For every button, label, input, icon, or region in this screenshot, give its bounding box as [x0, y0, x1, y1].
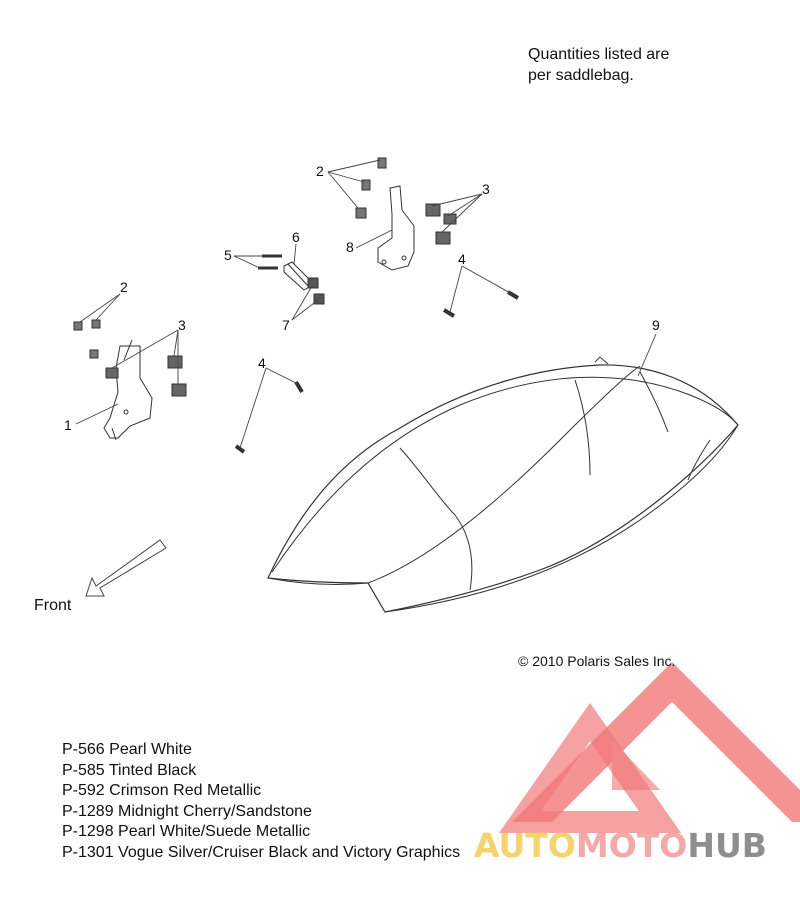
watermark-part-hub: HUB	[687, 826, 767, 865]
screws-part-2-left	[74, 320, 100, 358]
note-line-2: per saddlebag.	[528, 67, 634, 84]
callout-1: 1	[64, 417, 72, 433]
bracket-part-8	[378, 186, 414, 270]
callout-5: 5	[224, 247, 232, 263]
bolts-part-4	[236, 292, 518, 452]
bracket-part-1	[104, 340, 152, 440]
callout-3-left: 3	[178, 317, 186, 333]
watermark-part-moto: MOTO	[575, 826, 688, 865]
front-label: Front	[34, 597, 72, 614]
saddlebag-lid-part-9	[268, 357, 738, 612]
color-code-item: P-1289 Midnight Cherry/Sandstone	[62, 802, 312, 820]
bolts-part-5	[258, 256, 282, 268]
color-code-item: P-566 Pearl White	[62, 741, 192, 758]
front-arrow	[86, 540, 166, 596]
color-code-item: P-1301 Vogue Silver/Cruiser Black and Victory Graphics	[62, 843, 461, 861]
watermark-text	[474, 826, 767, 865]
watermark-part-auto: AUTO	[474, 826, 576, 865]
leader-lines	[76, 160, 656, 448]
callout-3-right: 3	[482, 181, 490, 197]
callout-2-right: 2	[316, 163, 324, 179]
callout-4-left: 4	[258, 355, 266, 371]
callout-4-right: 4	[458, 251, 466, 267]
color-code-list	[62, 740, 460, 863]
nut-clips-part-3-right	[426, 204, 456, 244]
callout-2-left: 2	[120, 279, 128, 295]
callout-7: 7	[282, 317, 290, 333]
note-line-1: Quantities listed are	[528, 46, 670, 63]
callout-9: 9	[652, 317, 660, 333]
copyright-text: © 2010 Polaris Sales Inc.	[518, 653, 676, 669]
callout-numbers	[34, 163, 660, 614]
nut-part-7	[308, 278, 324, 304]
color-code-item: P-1298 Pearl White/Suede Metallic	[62, 823, 311, 840]
color-code-item: P-592 Crimson Red Metallic	[62, 782, 262, 799]
callout-8: 8	[346, 239, 354, 255]
callout-6: 6	[292, 229, 300, 245]
watermark-logo-icon	[512, 662, 800, 822]
quantity-note	[528, 44, 669, 86]
screws-part-2-right	[356, 158, 386, 218]
color-code-item: P-585 Tinted Black	[62, 761, 197, 779]
